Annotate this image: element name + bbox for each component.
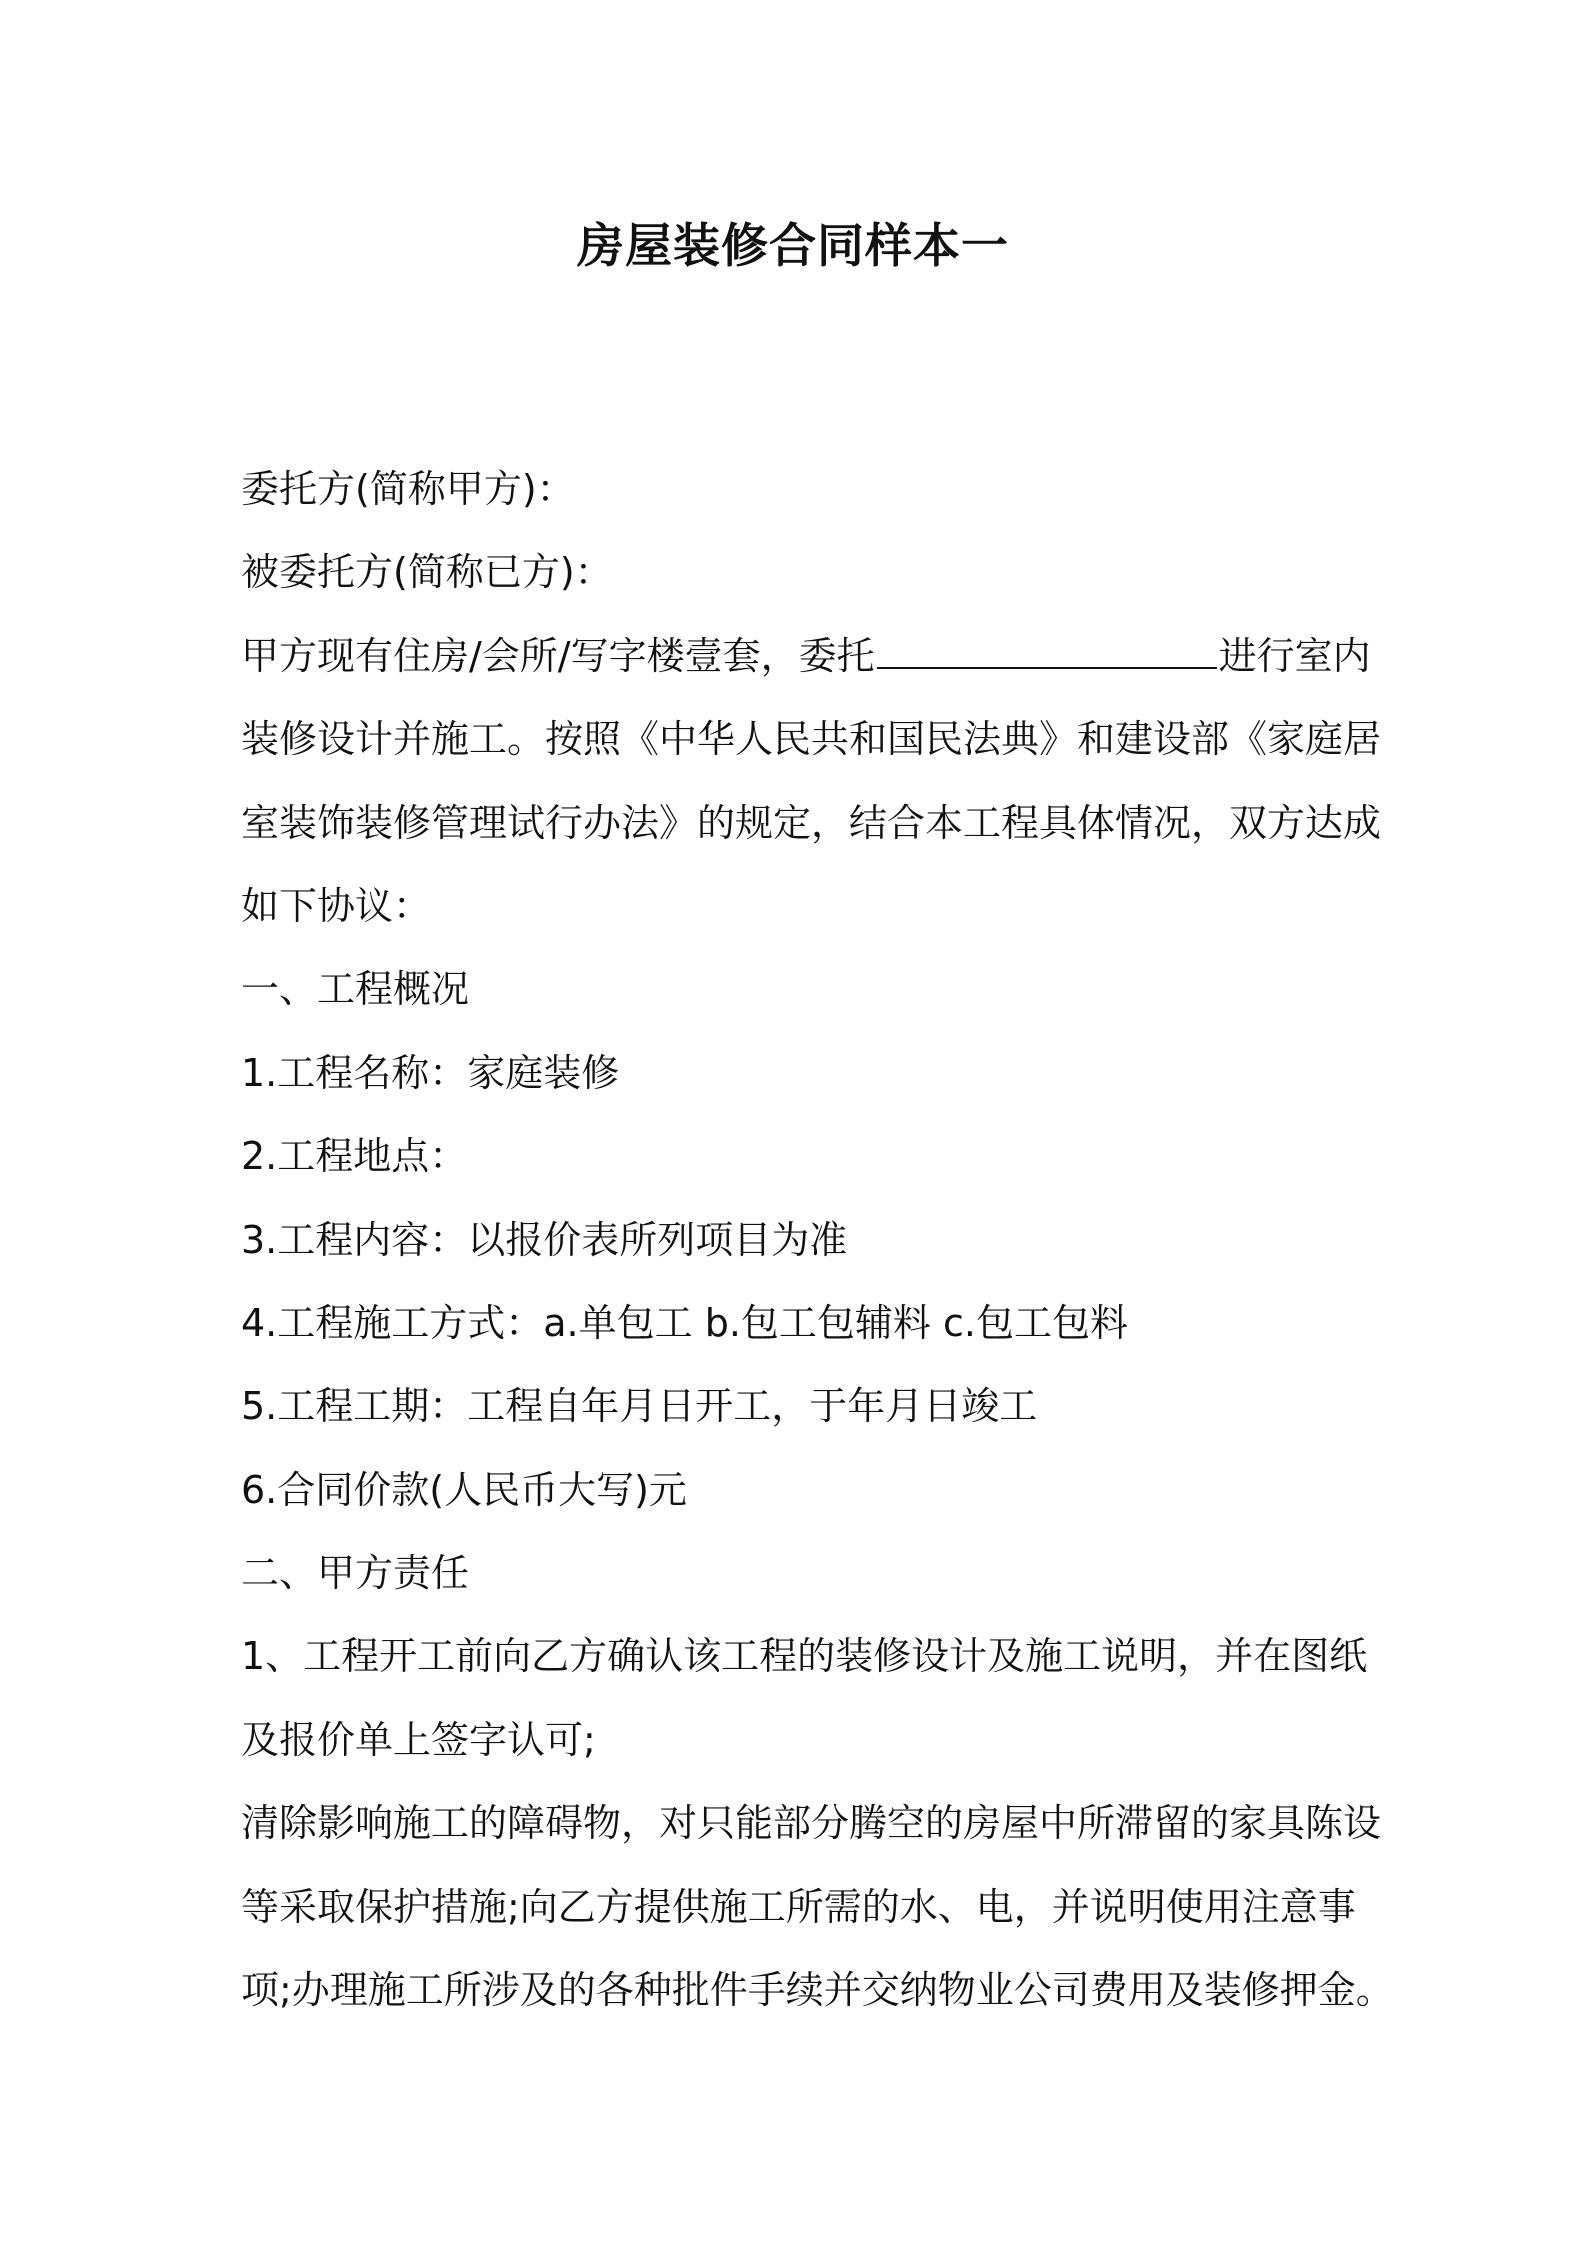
duty-line-1: 1、工程开工前向乙方确认该工程的装修设计及施工说明，并在图纸 [241, 1634, 1368, 1679]
clause-project-location: 2.工程地点： [241, 1134, 468, 1179]
document-title: 房屋装修合同样本一 [577, 219, 1009, 274]
document-body [241, 448, 1394, 2032]
clause-project-name: 1.工程名称：家庭装修 [241, 1050, 620, 1095]
clause-construction-period: 5.工程工期：工程自年月日开工，于年月日竣工 [241, 1384, 1038, 1429]
duty-line-2: 及报价单上签字认可; [241, 1717, 596, 1762]
intro-line-4: 如下协议： [241, 883, 432, 928]
duty-line-3: 清除影响施工的障碍物，对只能部分腾空的房屋中所滞留的家具陈设 [241, 1801, 1382, 1846]
clause-project-content: 3.工程内容：以报价表所列项目为准 [241, 1217, 848, 1262]
intro-text-after-blank: 进行室内 [1218, 633, 1371, 678]
client-party-line: 委托方(简称甲方)： [241, 467, 575, 511]
intro-text-before-blank: 甲方现有住房/会所/写字楼壹套，委托 [241, 633, 875, 678]
section-heading-party-a-duties: 二、甲方责任 [241, 1551, 470, 1596]
intro-line-2: 装修设计并施工。按照《中华人民共和国民法典》和建设部《家庭居 [241, 717, 1382, 762]
contractor-party-line: 被委托方(简称已方)： [241, 550, 613, 595]
clause-contract-price: 6.合同价款(人民币大写)元 [241, 1467, 687, 1512]
duty-line-5: 项;办理施工所涉及的各种批件手续并交纳物业公司费用及装修押金。 [241, 1968, 1394, 2013]
intro-line-1 [241, 615, 1371, 698]
clause-construction-method: 4.工程施工方式：a.单包工 b.包工包辅料 c.包工包料 [241, 1300, 1128, 1345]
intro-line-3: 室装饰装修管理试行办法》的规定，结合本工程具体情况，双方达成 [241, 800, 1382, 845]
section-heading-project-overview: 一、工程概况 [241, 967, 470, 1012]
contractor-name-blank [877, 637, 1217, 669]
duty-line-4: 等采取保护措施;向乙方提供施工所需的水、电，并说明使用注意事 [241, 1884, 1356, 1929]
